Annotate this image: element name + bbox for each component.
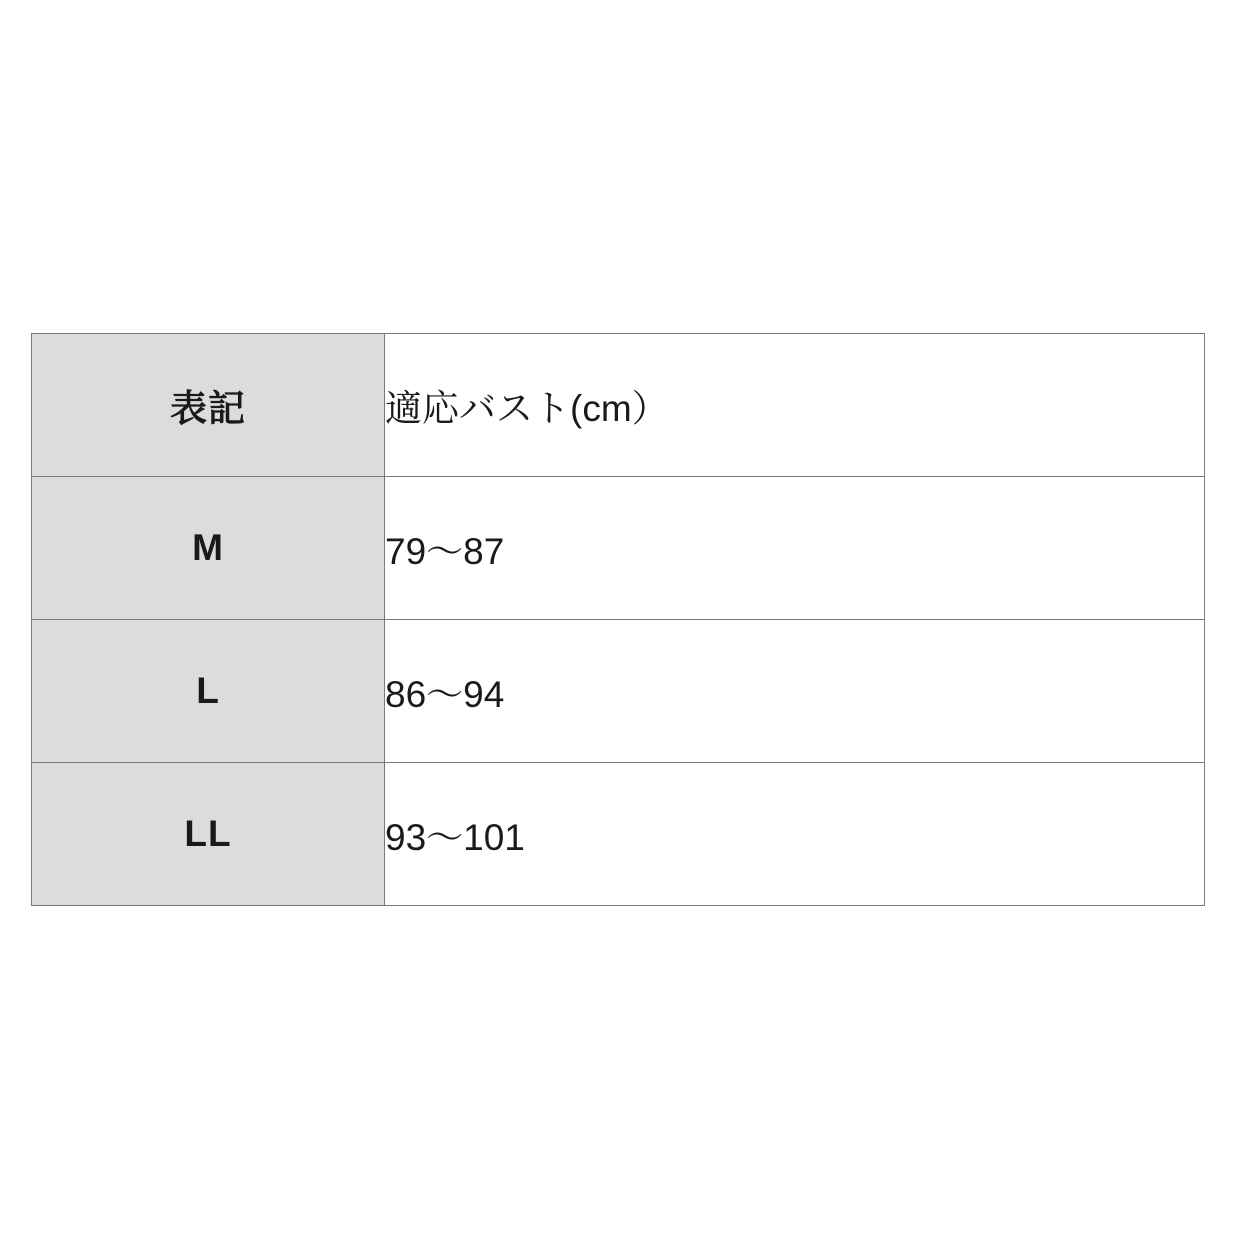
row-value-m: 79〜87 [385,477,1205,620]
row-label-l: L [32,620,385,763]
header-cell-size-label: 表記 [32,334,385,477]
row-label-ll: LL [32,763,385,906]
header-cell-bust-label: 適応バスト(cm） [385,334,1205,477]
row-value-l: 86〜94 [385,620,1205,763]
table-header-row [32,334,1205,477]
row-value-ll: 93〜101 [385,763,1205,906]
table-row [32,620,1205,763]
table-row [32,477,1205,620]
row-label-m: M [32,477,385,620]
table-row [32,763,1205,906]
size-chart-table [31,333,1205,906]
